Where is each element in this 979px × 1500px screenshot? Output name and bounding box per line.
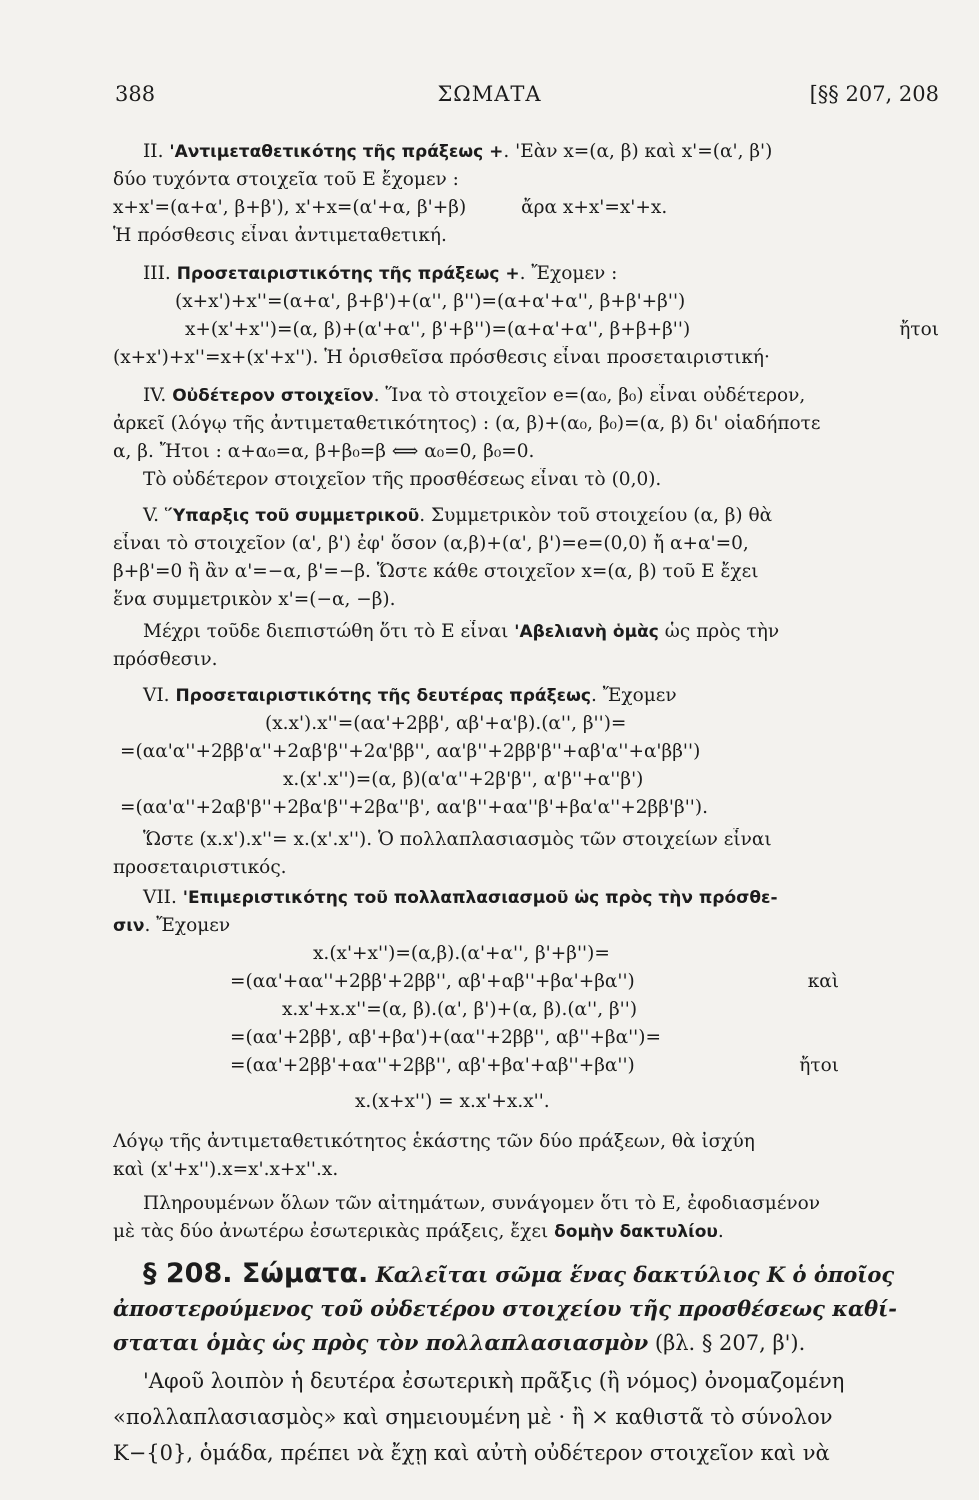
text-line: ΙΙ. 'Αντιμεταθετικότης τῆς πράξεως +. 'Εὰν x=(α, β) καὶ x'=(α', β') — [143, 141, 773, 162]
text-line: (x+x')+x''=x+(x'+x''). Ἡ ὁρισθεῖσα πρόσθεσις εἶναι προσεταιριστική· — [113, 347, 770, 368]
text-line: 'Αφοῦ λοιπὸν ἡ δευτέρα ἐσωτερικὴ πρᾶξις (ἢ νόμος) ὀνομαζομένη — [143, 1369, 845, 1393]
formula-line: x.x'+x.x''=(α, β).(α', β')+(α, β).(α'', β'') — [282, 999, 638, 1020]
formula-line: =(αα'+2ββ', αβ'+βα')+(αα''+2ββ'', αβ''+βα'')= — [230, 1027, 661, 1048]
text-line: VII. 'Επιμεριστικότης τοῦ πολλαπλασιασμοῦ ὡς πρὸς τὴν πρόσθε- — [143, 887, 778, 908]
definition-text: Καλεῖται σῶμα ἕνας δακτύλιος Κ ὁ ὁποῖος — [368, 1262, 895, 1287]
text-line: V. Ὕπαρξις τοῦ συμμετρικοῦ. Συμμετρικὸν τοῦ στοιχείου (α, β) θὰ — [143, 505, 773, 526]
page-header — [0, 82, 979, 112]
text-line: μὲ τὰς δύο ἀνωτέρω ἐσωτερικὰς πράξεις, ἔχει δομὴν δακτυλίου. — [113, 1221, 724, 1242]
text-line: Τὸ οὐδέτερον στοιχεῖον τῆς προσθέσεως εἶναι τὸ (0,0). — [143, 469, 662, 490]
property-heading: 'Επιμεριστικότης τοῦ πολλαπλασιασμοῦ ὡς πρὸς τὴν πρόσθε- — [182, 888, 778, 908]
text-line: Πληρουμένων ὅλων τῶν αἰτημάτων, συνάγομεν ὅτι τὸ Ε, ἐφοδιασμένον — [143, 1193, 821, 1214]
section-heading — [113, 1258, 939, 1291]
formula-line: (x.x').x''=(αα'+2ββ', αβ'+α'β).(α'', β'')= — [265, 713, 627, 734]
formula-line: x+(x'+x'')=(α, β)+(α'+α'', β'+β'')=(α+α'+α'', β+β+β'') ἤτοι — [185, 319, 939, 340]
property-heading: Προσεταιριστικότης τῆς δευτέρας πράξεως — [175, 686, 591, 706]
text-line: εἶναι τὸ στοιχεῖον (α', β') ἐφ' ὅσον (α,β)+(α', β')=e=(0,0) ἤ α+α'=0, — [113, 533, 749, 554]
text-line: προσεταιριστικός. — [113, 857, 287, 878]
text-line: σιν. Ἔχομεν — [113, 915, 231, 936]
property-heading: Οὐδέτερον στοιχεῖον — [172, 386, 374, 406]
section-reference: [§§ 207, 208 — [809, 82, 939, 106]
text-line: ΙΙΙ. Προσεταιριστικότης τῆς πράξεως +. Ἔχομεν : — [143, 263, 618, 284]
formula-line: x.(x'+x'')=(α,β).(α'+α'', β'+β'')= — [313, 943, 610, 964]
property-heading: Ὕπαρξις τοῦ συμμετρικοῦ — [164, 506, 420, 526]
formula-line: =(αα'+αα''+2ββ'+2ββ'', αβ'+αβ''+βα'+βα'') καὶ — [230, 971, 839, 992]
formula-line: =(αα'α''+2ββ'α''+2αβ'β''+2α'ββ'', αα'β''+2ββ'β''+αβ'α''+α'ββ'') — [120, 741, 701, 762]
section-title: § 208. Σώματα. — [143, 1258, 369, 1289]
bold-term: 'Αβελιανὴ ὁμὰς — [514, 622, 659, 642]
property-heading: 'Αντιμεταθετικότης τῆς πράξεως + — [169, 142, 504, 162]
formula-line: x.(x+x'') = x.x'+x.x''. — [355, 1091, 550, 1112]
text-line: α, β. Ἤτοι : α+α₀=α, β+β₀=β ⟺ α₀=0, β₀=0. — [113, 441, 535, 462]
text-line: Ἡ πρόσθεσις εἶναι ἀντιμεταθετική. — [113, 225, 447, 246]
bold-term: δομὴν δακτυλίου — [554, 1222, 718, 1242]
definition-line: ἀποστερούμενος τοῦ οὐδετέρου στοιχείου τῆς προσθέσεως καθί- — [113, 1296, 898, 1321]
formula-line: x+x'=(α+α', β+β'), x'+x=(α'+α, β'+β) ἄρα x+x'=x'+x. — [113, 197, 668, 218]
text-line: Κ−{0}, ὁμάδα, πρέπει νὰ ἔχῃ καὶ αὐτὴ οὐδέτερον στοιχεῖον καὶ νὰ — [113, 1441, 830, 1465]
text-line: δύο τυχόντα στοιχεῖα τοῦ Ε ἔχομεν : — [113, 169, 459, 190]
text-line: πρόσθεσιν. — [113, 649, 218, 670]
text-line: IV. Οὐδέτερον στοιχεῖον. Ἵνα τὸ στοιχεῖον e=(α₀, β₀) εἶναι οὐδέτερον, — [143, 385, 806, 406]
text-line: καὶ (x'+x'').x=x'.x+x''.x. — [113, 1159, 339, 1180]
formula-line: (x+x')+x''=(α+α', β+β')+(α'', β'')=(α+α'+α'', β+β'+β'') — [175, 291, 686, 312]
page-number: 388 — [115, 82, 156, 106]
text-line: β+β'=0 ἢ ἂν α'=−α, β'=−β. Ὥστε κάθε στοιχεῖον x=(α, β) τοῦ Ε ἔχει — [113, 561, 759, 582]
formula-line: =(αα'α''+2αβ'β''+2βα'β''+2βα''β', αα'β''+αα''β'+βα'α''+2ββ'β''). — [120, 797, 708, 818]
text-line: ἀρκεῖ (λόγῳ τῆς ἀντιμεταθετικότητος) : (α, β)+(α₀, β₀)=(α, β) δι' οἱαδήποτε — [113, 413, 821, 434]
text-line: ἕνα συμμετρικὸν x'=(−α, −β). — [113, 589, 396, 610]
text-line: VI. Προσεταιριστικότης τῆς δευτέρας πράξεως. Ἔχομεν — [143, 685, 677, 706]
property-heading: Προσεταιριστικότης τῆς πράξεως + — [176, 264, 520, 284]
running-title: ΣΩΜΑΤΑ — [437, 82, 542, 106]
text-line: Μέχρι τοῦδε διεπιστώθη ὅτι τὸ Ε εἶναι 'Αβελιανὴ ὁμὰς ὡς πρὸς τὴν — [143, 621, 780, 642]
formula-line: =(αα'+2ββ'+αα''+2ββ'', αβ'+βα'+αβ''+βα'') ἤτοι — [230, 1055, 839, 1076]
text-line: «πολλαπλασιασμὸς» καὶ σημειουμένη μὲ · ἢ × καθιστᾶ τὸ σύνολον — [113, 1405, 833, 1429]
text-line: Λόγῳ τῆς ἀντιμεταθετικότητος ἑκάστης τῶν δύο πράξεων, θὰ ἰσχύη — [113, 1131, 755, 1152]
formula-line: x.(x'.x'')=(α, β)(α'α''+2β'β'', α'β''+α''β') — [283, 769, 644, 790]
definition-line: σταται ὁμὰς ὡς πρὸς τὸν πολλαπλασιασμὸν (βλ. § 207, β'). — [113, 1330, 806, 1355]
text-line: Ὥστε (x.x').x''= x.(x'.x''). Ὁ πολλαπλασιασμὸς τῶν στοιχείων εἶναι — [143, 829, 772, 850]
